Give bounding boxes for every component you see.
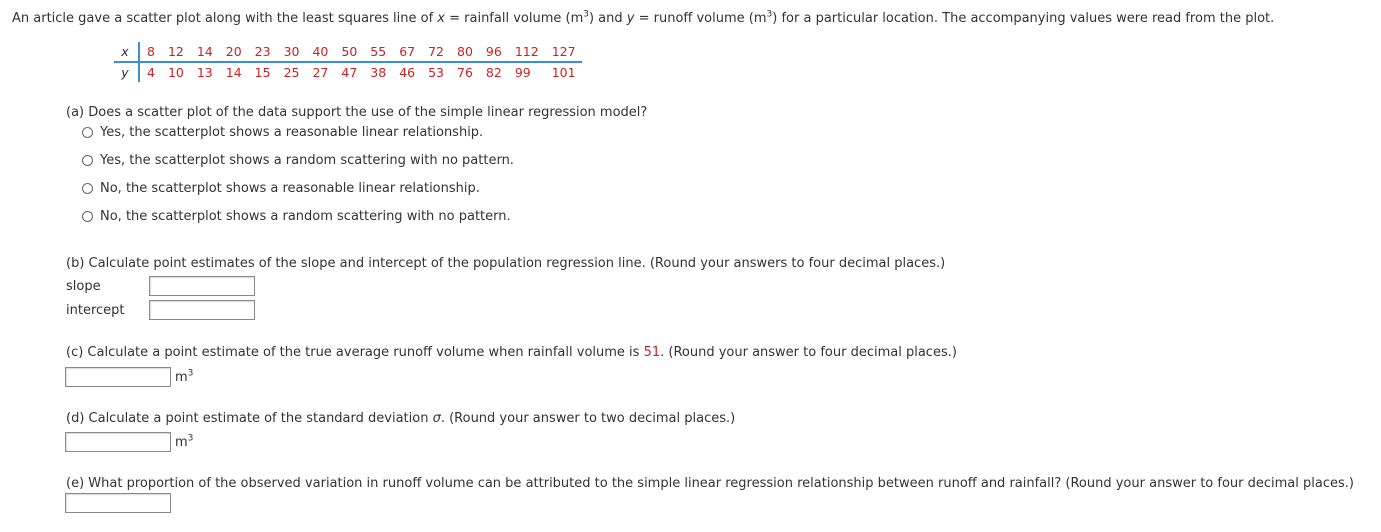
y-value-cell: 27: [312, 65, 329, 80]
y-value-cell: 38: [370, 65, 387, 80]
part-d-text-1: (d) Calculate a point estimate of the standard deviation: [66, 411, 433, 426]
part-e-question: (e) What proportion of the observed variation in runoff volume can be attributed to the simple linear regression relationship between runoff and rainfall? (Round your answer to four decimal places.): [66, 476, 1354, 491]
x-value-cell: 14: [190, 42, 219, 62]
y-value-cell: 15: [254, 65, 271, 80]
proportion-input[interactable]: [65, 493, 171, 513]
x-value-cell: 96: [479, 42, 508, 62]
part-a-question: (a) Does a scatter plot of the data support the use of the simple linear regression model?: [66, 105, 648, 120]
x-value-cell: 40: [305, 42, 334, 62]
slope-input[interactable]: [149, 276, 255, 296]
y-variable: y: [626, 11, 635, 26]
intercept-input[interactable]: [149, 300, 255, 320]
x-value-cell: 72: [421, 42, 450, 62]
unit-text: m: [175, 435, 188, 450]
intro-text-5: ) for a particular location. The accompanying values were read from the plot.: [772, 11, 1275, 26]
intro-text-2: = rainfall volume (m: [444, 11, 584, 26]
x-value-cell: 112: [508, 42, 545, 62]
rainfall-value: 51: [643, 345, 661, 360]
y-value-cell: 13: [196, 65, 213, 80]
unit-sup: 3: [187, 433, 194, 444]
y-value-cell: 47: [341, 65, 358, 80]
option-a4[interactable]: [82, 209, 511, 224]
part-b-question: (b) Calculate point estimates of the slope and intercept of the population regression line. (Round your answers to four decimal places.): [66, 256, 946, 271]
y-value-cell: 76: [457, 65, 473, 80]
intro-text-4: = runoff volume (m: [634, 11, 767, 26]
x-value-cell: 50: [334, 42, 363, 62]
x-value-cell: 127: [545, 42, 582, 62]
x-value-cell: 23: [248, 42, 277, 62]
option-a4-label: No, the scatterplot shows a random scattering with no pattern.: [100, 209, 511, 224]
x-value-cell: 80: [450, 42, 479, 62]
part-c-unit: [175, 370, 193, 385]
x-value-cell: 55: [363, 42, 392, 62]
x-value-cell: 8: [139, 42, 161, 62]
radio-button[interactable]: [82, 155, 93, 166]
intro-sup-1: 3: [583, 9, 589, 20]
x-row-label: x: [114, 42, 139, 62]
x-value-cell: 67: [392, 42, 421, 62]
part-d-text-2: . (Round your answer to two decimal places.): [440, 411, 736, 426]
unit-sup: 3: [187, 368, 194, 379]
y-value-cell: 53: [428, 65, 445, 80]
sd-estimate-input[interactable]: [65, 432, 171, 452]
y-value-cell: 25: [283, 65, 300, 80]
option-a2-label: Yes, the scatterplot shows a random scattering with no pattern.: [100, 153, 514, 168]
y-value-cell: 46: [399, 65, 416, 80]
part-d-unit: [175, 435, 193, 450]
x-variable: x: [437, 11, 445, 26]
slope-label: slope: [66, 279, 101, 294]
part-c-text-1: (c) Calculate a point estimate of the true average runoff volume when rainfall volume is: [66, 345, 644, 360]
y-row-label: y: [114, 62, 139, 82]
data-table: [114, 42, 582, 82]
runoff-estimate-input[interactable]: [65, 367, 171, 387]
y-row: [114, 62, 582, 82]
part-d-question: [66, 411, 735, 426]
y-value-cell: 99: [514, 65, 531, 80]
unit-text: m: [175, 370, 188, 385]
option-a1[interactable]: [82, 125, 483, 140]
option-a2[interactable]: [82, 153, 514, 168]
option-a3-label: No, the scatterplot shows a reasonable linear relationship.: [100, 181, 480, 196]
part-c-text-2: . (Round your answer to four decimal places.): [660, 345, 957, 360]
part-c-question: [66, 345, 957, 360]
radio-button[interactable]: [82, 211, 93, 222]
intro-sup-2: 3: [766, 9, 773, 20]
x-value-cell: 30: [277, 42, 306, 62]
intro-text-1: An article gave a scatter plot along with the least squares line of: [12, 11, 438, 26]
y-value-cell: 82: [485, 65, 502, 80]
y-value-cell: 4: [147, 65, 155, 80]
y-value-cell: 101: [551, 65, 576, 80]
sigma-symbol: σ: [432, 411, 441, 426]
y-value-cell: 14: [225, 65, 242, 80]
y-value-cell: 10: [167, 65, 184, 80]
problem-intro: [12, 11, 1274, 26]
intro-text-3: ) and: [588, 11, 627, 26]
x-value-cell: 12: [161, 42, 190, 62]
x-row: [114, 42, 582, 62]
radio-button[interactable]: [82, 183, 93, 194]
intercept-label: intercept: [66, 303, 125, 318]
radio-button[interactable]: [82, 127, 93, 138]
x-value-cell: 20: [219, 42, 248, 62]
option-a3[interactable]: [82, 181, 480, 196]
option-a1-label: Yes, the scatterplot shows a reasonable linear relationship.: [100, 125, 484, 140]
